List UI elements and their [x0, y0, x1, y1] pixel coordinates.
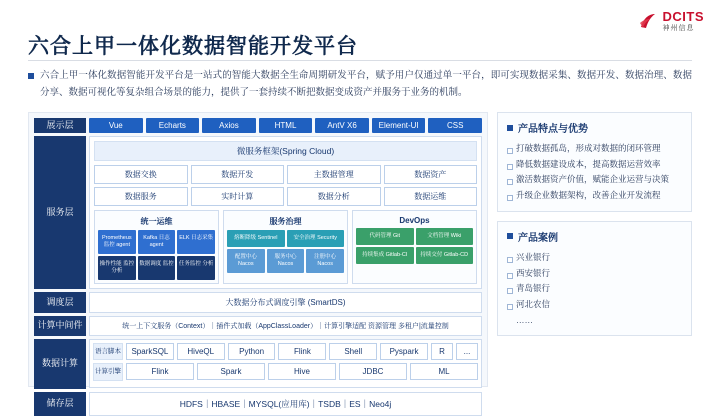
compute-engine: Flink: [126, 363, 194, 380]
layer-middleware: [34, 316, 482, 336]
layer-label-storage: 储存层: [34, 392, 86, 416]
service-support-panels: [94, 210, 477, 284]
storage-strip: HDFS｜HBASE｜MYSQL(应用库)｜TSDB｜ES｜Neo4j: [89, 392, 482, 416]
title-divider: [28, 60, 692, 61]
layer-label-scheduling: 调度层: [34, 292, 86, 313]
panel-governance: [223, 210, 348, 284]
brand-logo-block: [638, 10, 705, 32]
tech-chip: Vue: [89, 118, 143, 133]
devops-item: 文档管理 Wiki: [416, 228, 474, 245]
intro-text: 六合上甲一体化数据智能开发平台是一站式的智能大数据全生命周期研发平台，赋予用户仅通过单一平台，即可实现数据采集、数据开发、数据治理、数据分享、数据可视化等复杂组合场景的能力，提供了一套持续不断把数据变成资产并服务于业务的机制。: [40, 70, 692, 98]
layer-compute: [34, 339, 482, 389]
feature-item: 升级企业数据架构，改善企业开发流程: [507, 188, 682, 204]
square-bullet-icon: [507, 125, 513, 131]
panel-title-ops: 统一运维: [140, 217, 173, 226]
ops-item: 任务监控 分析: [177, 256, 215, 280]
tech-chip: Echarts: [146, 118, 200, 133]
features-card: [497, 112, 692, 212]
page-title: 六合上甲一体化数据智能开发平台: [28, 35, 358, 58]
ops-item: 操作性能 监控分析: [98, 256, 136, 280]
governance-item: 注册中心 Nacos: [306, 249, 344, 273]
devops-item: 持续交付 Gitlab-CD: [416, 247, 474, 264]
scheduling-engine-strip: 大数据分布式调度引擎 (SmartDS): [89, 292, 482, 313]
governance-item: 熔断降级 Sentinel: [227, 230, 285, 247]
compute-layer-body: [89, 339, 482, 389]
compute-tag-language: 语言脚本: [93, 343, 123, 361]
service-module: 数据分析: [287, 187, 381, 206]
compute-language: HiveQL: [177, 343, 225, 360]
compute-engine: JDBC: [339, 363, 407, 380]
service-module: 数据交换: [94, 165, 188, 184]
compute-language: R: [431, 343, 453, 360]
tech-chip: CSS: [428, 118, 482, 133]
panel-devops: [352, 210, 477, 284]
ops-item: ELK 日志采集: [177, 230, 215, 254]
intro-block: [28, 68, 692, 101]
compute-languages-row: [126, 343, 478, 360]
panel-title-governance: 服务治理: [269, 217, 302, 226]
layer-label-compute: 数据计算: [34, 339, 86, 389]
features-title: 产品特点与优势: [518, 124, 588, 135]
ops-item: Kafka 日志 agent: [138, 230, 176, 254]
cases-title: 产品案例: [518, 232, 558, 244]
layer-scheduling: [34, 292, 482, 313]
microservice-framework-title: 微服务框架(Spring Cloud): [94, 141, 477, 161]
case-item: 兴业银行: [507, 250, 682, 266]
feature-item: 降低数据建设成本，提高数据运营效率: [507, 157, 682, 173]
compute-engine: Hive: [268, 363, 336, 380]
compute-language: Python: [228, 343, 276, 360]
intro-bullet-icon: [28, 73, 34, 79]
service-modules-row-1: [94, 165, 477, 184]
panel-title-devops: DevOps: [399, 216, 430, 225]
presentation-tech-chips: [89, 118, 482, 133]
square-bullet-icon: [507, 233, 513, 239]
case-item: 青岛银行: [507, 281, 682, 297]
ops-item: 数据调度 监控: [138, 256, 176, 280]
cases-list: [507, 250, 682, 329]
layer-label-presentation: 展示层: [34, 118, 86, 133]
devops-item: 持续集成 Gitlab-CI: [356, 247, 414, 264]
governance-item: 安全治理 Security: [287, 230, 345, 247]
tech-chip: AntV X6: [315, 118, 369, 133]
tech-chip: Axios: [202, 118, 256, 133]
compute-language-more: ...: [456, 343, 478, 360]
compute-language: Shell: [329, 343, 377, 360]
service-module: 数据开发: [191, 165, 285, 184]
service-layer-body: [89, 136, 482, 289]
tech-chip: HTML: [259, 118, 313, 133]
case-item: 西安银行: [507, 266, 682, 282]
compute-language: Pyspark: [380, 343, 428, 360]
panel-ops: [94, 210, 219, 284]
service-module: 数据资产: [384, 165, 478, 184]
service-module: 数据运维: [384, 187, 478, 206]
compute-engine: Spark: [197, 363, 265, 380]
brand-name: DCITS: [662, 9, 704, 24]
compute-language: Flink: [278, 343, 326, 360]
tech-chip: Element-UI: [372, 118, 426, 133]
layer-service: [34, 136, 482, 289]
governance-item: 服务中心 Nacos: [267, 249, 305, 273]
architecture-diagram: [28, 112, 488, 409]
service-module: 数据服务: [94, 187, 188, 206]
compute-tag-engine: 计算引擎: [93, 363, 123, 381]
feature-item: 打破数据孤岛，形成对数据的闭环管理: [507, 141, 682, 157]
features-list: [507, 141, 682, 204]
compute-language: SparkSQL: [126, 343, 174, 360]
case-item-more: ……: [516, 314, 533, 325]
layer-presentation: [34, 118, 482, 133]
cases-card: [497, 221, 692, 337]
right-column: [497, 112, 692, 387]
service-modules-row-2: [94, 187, 477, 206]
compute-engine: ML: [410, 363, 478, 380]
middleware-strip: 统一上下文服务（Context）｜插件式加载（AppClassLoader）｜计算引擎适配 资源管理 多租户|流量控制: [89, 316, 482, 336]
ops-item: Prometheus 监控 agent: [98, 230, 136, 254]
governance-item: 配置中心 Nacos: [227, 249, 265, 273]
service-module: 实时计算: [191, 187, 285, 206]
layer-label-service: 服务层: [34, 136, 86, 289]
brand-subtitle: 神州信息: [662, 25, 695, 32]
devops-item: 代码管理 Git: [356, 228, 414, 245]
compute-engines-row: [126, 363, 478, 380]
layer-label-middleware: 计算中间件: [34, 316, 86, 336]
layer-storage: [34, 392, 482, 416]
dcits-logo-icon: [638, 11, 658, 31]
feature-item: 激活数据资产价值，赋能企业运营与决策: [507, 172, 682, 188]
service-module: 主数据管理: [287, 165, 381, 184]
case-item: 河北农信: [507, 297, 682, 313]
